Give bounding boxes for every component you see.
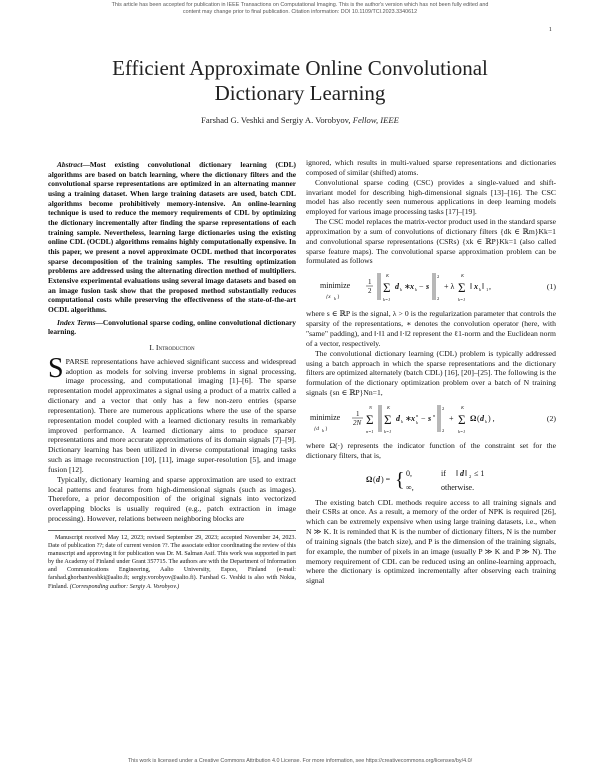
right-paragraph-3: The CSC model replaces the matrix-vector product used in the standard sparse approximation by a sum of convolutions of dictionary filters {dk ∈ ℝm}Kk=1 and convolutional sparse representations (CSRs) {xk ∈ ℝP}Kk=1 (also called sparse feature maps). The convolutional sparse approximation problem can be formulated as follows bbox=[306, 217, 556, 266]
svg-text:n=1: n=1 bbox=[366, 428, 374, 434]
abstract bbox=[48, 160, 296, 315]
svg-text:) ,: ) , bbox=[488, 413, 495, 423]
svg-text:2: 2 bbox=[437, 296, 440, 302]
svg-text:‖: ‖ bbox=[482, 282, 485, 292]
svg-text:}: } bbox=[337, 294, 340, 301]
svg-text:s: s bbox=[428, 413, 432, 423]
svg-text:−: − bbox=[421, 413, 426, 423]
equation-indicator bbox=[306, 465, 556, 495]
svg-text:n: n bbox=[416, 412, 419, 418]
svg-text:Ω: Ω bbox=[470, 413, 477, 423]
svg-text:+ λ: + λ bbox=[444, 282, 455, 292]
right-paragraph-4: where s ∈ ℝP is the signal, λ > 0 is the regularization parameter that controls the sparsity of the representations, ∗ denotes the convolution operator (here, with "same" padding), and ‖·‖1 and ‖·‖2 represent the ℓ1-norm and the Euclidean norm of a vector, respectively. bbox=[306, 309, 556, 348]
page-number: 1 bbox=[548, 26, 552, 33]
right-paragraph-1: ignored, which results in multi-valued sparse representations and dictionaries composed of similar (shifted) atoms. bbox=[306, 158, 556, 177]
svg-text:k: k bbox=[415, 287, 417, 293]
svg-text:2: 2 bbox=[469, 473, 472, 479]
svg-text:minimize: minimize bbox=[320, 281, 351, 291]
equation-2 bbox=[306, 402, 556, 438]
index-terms bbox=[48, 318, 296, 337]
left-column bbox=[48, 160, 296, 591]
svg-text:∞,: ∞, bbox=[406, 482, 414, 492]
svg-text:2: 2 bbox=[442, 405, 445, 411]
footnote-corresponding: (Corresponding author: Sergiy A. Vorobyov.) bbox=[69, 583, 180, 590]
svg-text:2: 2 bbox=[437, 274, 440, 280]
abstract-label: Abstract bbox=[57, 160, 83, 169]
equation-1 bbox=[306, 270, 556, 306]
svg-text:K: K bbox=[461, 404, 465, 410]
svg-text:2N: 2N bbox=[353, 418, 362, 427]
svg-text:minimize: minimize bbox=[310, 412, 341, 422]
right-paragraph-2: Convolutional sparse coding (CSC) provides a single-valued and shift-invariant model for describing high-dimensional signals [13]–[16]. The CSC model has also recently seen numerous applications in deep learning models employed for various image processing tasks [17]–[19]. bbox=[306, 177, 556, 217]
svg-text:s: s bbox=[426, 282, 430, 292]
svg-text:k: k bbox=[334, 296, 336, 302]
svg-text:∗: ∗ bbox=[404, 282, 411, 292]
footnote bbox=[48, 530, 296, 591]
svg-text:Σ: Σ bbox=[366, 411, 374, 427]
author-line bbox=[40, 115, 560, 125]
svg-text:d: d bbox=[480, 413, 484, 423]
svg-text:1: 1 bbox=[486, 287, 489, 293]
equation-1-graphic bbox=[306, 270, 536, 306]
svg-text:k=1: k=1 bbox=[458, 428, 466, 434]
index-terms-text: —Convolutional sparse coding, online convolutional dictionary learning. bbox=[48, 317, 296, 337]
svg-text:2: 2 bbox=[442, 427, 445, 433]
footnote-body: Manuscript received May 12, 2023; revised September 29, 2023; accepted November 24, 2023. Date of publication ??; date of current version ??. The associate editor coordinating the review of this manuscript and approving it for publication was Dr. M. Salman Asif. This work was supported in part by the Academy of Finland under Grant 357715. The authors are with the Department of Information and Communications Engineering, Aalto University, Espoo, Finland (e-mail: farshad.ghorbaniveshki@aalto.fi; sergiy.vorobyov@aalto.fi). Farshad G. Veshki is also with Nokia, Finland. bbox=[48, 535, 296, 590]
svg-text:Σ: Σ bbox=[458, 411, 466, 427]
abstract-text: —Most existing convolutional dictionary learning (CDL) algorithms are based on batch learning, where the dictionary filters and the convolutional sparse representations are optimized in an alternating manner using a training dataset. When large training datasets are used, batch CDL algorithms become prohibitively memory-intensive. An online-learning technique is used to reduce the memory requirements of CDL by optimizing the dictionary incrementally after finding the sparse representations of each training sample. Nevertheless, learning large dictionaries using the existing online CDL (OCDL) algorithms remains highly computationally expensive. In this paper, we present a novel approximate OCDL method that incorporates sparse decomposition of the training samples. The resulting optimization problems are addressed using the alternating direction method of multipliers. Extensive experimental evaluations using several image datasets and based on an image fusion task show that the proposed method substantially reduces computational costs while preserving the effectiveness of the state-of-the-art OCDL algorithms. bbox=[48, 160, 296, 314]
svg-text:k: k bbox=[401, 418, 403, 424]
title-line-2: Dictionary Learning bbox=[214, 81, 386, 105]
svg-text:d: d bbox=[396, 413, 400, 423]
svg-text:k: k bbox=[400, 287, 402, 293]
svg-text:d: d bbox=[376, 474, 380, 484]
svg-text:k: k bbox=[416, 419, 418, 425]
svg-text:n: n bbox=[433, 412, 436, 418]
right-paragraph-5: The convolutional dictionary learning (CDL) problem is typically addressed using a batch approach in which the sparse representations and the dictionary filters are optimized alternately (batch CDL) [16], [20]–[25]. The following is the formulation of the dictionary optimization problem over a batch of N training signals {sn ∈ ℝP}Nn=1, bbox=[306, 348, 556, 398]
svg-text:k: k bbox=[485, 418, 487, 424]
svg-text:K: K bbox=[461, 273, 465, 279]
svg-text:K: K bbox=[386, 273, 390, 279]
svg-text:−: − bbox=[419, 282, 424, 292]
right-paragraph-6: where Ω(·) represents the indicator function of the constraint set for the dictionary filters, that is, bbox=[306, 440, 556, 460]
dropcap-letter: S bbox=[48, 352, 64, 384]
section-heading-introduction: I. Introduction bbox=[149, 342, 195, 352]
banner-line-1: This article has been accepted for publication in IEEE Transactions on Computational Imaging. This is the author's version which has not been fully edited and bbox=[111, 2, 489, 8]
svg-text:2: 2 bbox=[368, 287, 372, 296]
banner-line-2: content may change prior to final publication. Citation information: DOI 10.1109/TCI.2023.3340612 bbox=[182, 9, 418, 15]
svg-text:≤ 1: ≤ 1 bbox=[474, 468, 485, 478]
svg-text:∗: ∗ bbox=[405, 413, 412, 423]
footnote-text bbox=[48, 534, 296, 591]
svg-text:{: { bbox=[395, 468, 405, 491]
svg-text:(: ( bbox=[477, 413, 480, 423]
svg-text:1: 1 bbox=[356, 409, 360, 418]
svg-text:k=1: k=1 bbox=[384, 428, 392, 434]
equation-2-number: (2) bbox=[546, 413, 556, 423]
svg-text:Σ: Σ bbox=[384, 411, 392, 427]
svg-text:x: x bbox=[474, 282, 478, 292]
svg-text:,: , bbox=[489, 282, 491, 292]
svg-text:d: d bbox=[395, 282, 399, 292]
right-column bbox=[306, 158, 556, 586]
intro-paragraph-1-text: PARSE representations have achieved significant success and widespread adoption as models for solving inverse problems in signal processing, image processing, and computational imaging [1]–[6]. The sparse representation model approximates a signal using a product of a matrix called a dictionary and a vector that only has a few non-zero entries (sparse representation). There are numerous applications where the use of the sparse representation model coupled with a learned dictionary results in remarkably improved performance. A learned dictionary aims to produce sparser representations and more accurate approximations of its domain signals [7]–[9]. Dictionary learning has been utilized in diverse computational imaging tasks such as image reconstruction [10], [11], image super-resolution [5], and image fusion [12]. bbox=[48, 356, 296, 474]
svg-text:if: if bbox=[441, 468, 446, 478]
equation-indicator-graphic bbox=[306, 465, 536, 495]
license-banner-bottom: This work is licensed under a Creative Commons Attribution 4.0 License. For more information, see https://creativecommons.org/licenses/by/4.0/ bbox=[127, 758, 473, 764]
svg-text:k: k bbox=[322, 427, 324, 433]
equation-2-graphic bbox=[306, 402, 541, 438]
svg-text:(: ( bbox=[373, 474, 376, 484]
svg-text:d: d bbox=[460, 468, 464, 478]
index-terms-label: Index Terms bbox=[57, 317, 96, 327]
title-line-1: Efficient Approximate Online Convolutional bbox=[112, 56, 488, 80]
svg-text:0,: 0, bbox=[406, 468, 412, 478]
svg-text:x: x bbox=[411, 413, 415, 423]
svg-text:N: N bbox=[369, 404, 373, 410]
svg-text:k=1: k=1 bbox=[383, 297, 391, 303]
svg-text:‖: ‖ bbox=[470, 282, 473, 292]
svg-text:x: x bbox=[410, 282, 414, 292]
svg-text:k=1: k=1 bbox=[458, 297, 466, 303]
svg-text:1: 1 bbox=[368, 278, 372, 287]
svg-text:‖: ‖ bbox=[456, 468, 459, 478]
svg-text:Σ: Σ bbox=[458, 280, 466, 296]
publication-banner-top bbox=[0, 2, 600, 16]
right-paragraph-7: The existing batch CDL methods require access to all training signals and their CSRs at once. As a result, a memory of the order of NPK is required [26], which can be extremely expensive when using large training datasets, i.e., when N ≫ K. It is reminded that K is the number of dictionary filters, N is the number of training signals (the batch size), and P is the dimension of the training signals, for example, the number of pixels in an image (usually P ≫ K and P ≫ N). The memory requirement of CDL can be reduced using an online-learning approach, where the dictionary is optimized incrementally after observing each training signal bbox=[306, 497, 556, 586]
svg-text:{d: {d bbox=[314, 425, 319, 432]
intro-paragraph-1 bbox=[48, 352, 296, 475]
author-fellow: Fellow, IEEE bbox=[352, 115, 399, 125]
equation-1-number: (1) bbox=[546, 282, 556, 292]
svg-text:}: } bbox=[325, 425, 328, 432]
svg-text:Ω: Ω bbox=[366, 474, 373, 484]
svg-text:otherwise.: otherwise. bbox=[441, 482, 475, 492]
svg-text:K: K bbox=[387, 404, 391, 410]
svg-text:k: k bbox=[479, 287, 481, 293]
author-names: Farshad G. Veshki and Sergiy A. Vorobyov, bbox=[201, 115, 351, 125]
intro-paragraph-2: Typically, dictionary learning and sparse approximation are used to extract local patterns and features from high-dimensional signals (such as images). Therefore, a prior decomposition of the original signals into vectorized overlapping blocks is usually required (e.g., patch extraction in image processing). However, relations between neighboring blocks are bbox=[48, 474, 296, 524]
svg-text:+: + bbox=[449, 413, 454, 423]
paper-title bbox=[40, 56, 560, 106]
svg-text:Σ: Σ bbox=[383, 280, 391, 296]
svg-text:) =: ) = bbox=[381, 474, 391, 484]
svg-text:{x: {x bbox=[326, 294, 331, 301]
svg-text:‖: ‖ bbox=[465, 468, 468, 478]
